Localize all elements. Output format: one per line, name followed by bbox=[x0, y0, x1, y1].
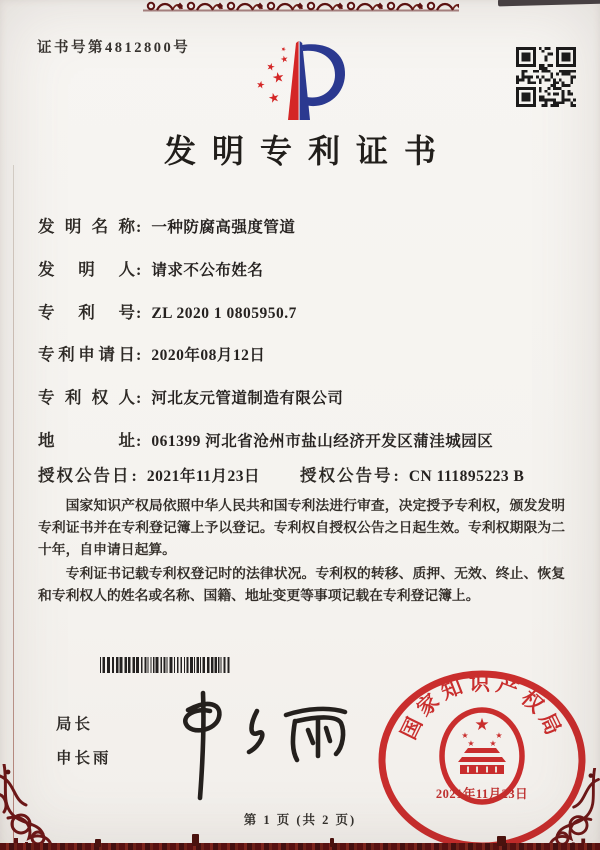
signer-title: 局长 bbox=[56, 716, 94, 733]
signature-stroke-yu-left bbox=[293, 721, 297, 760]
grant-row bbox=[38, 462, 568, 486]
body-paragraph-2: 专利证书记载专利权登记时的法律状况。专利权的转移、质押、无效、终止、恢复和专利权人的姓名或名称、国籍、地址变更等事项记载在专利登记簿上。 bbox=[38, 566, 565, 604]
field-colon: : bbox=[136, 219, 142, 236]
logo-star-icon: ★ bbox=[255, 79, 266, 92]
field-row-invention-name bbox=[38, 213, 568, 237]
photo-edge-strip bbox=[498, 0, 600, 6]
corner-ornament-right bbox=[492, 768, 600, 850]
logo-star-icon: ★ bbox=[279, 45, 288, 54]
logo-star-icon: ★ bbox=[279, 54, 290, 66]
field-row-filing-date bbox=[38, 341, 568, 365]
emblem-small-star-icon: ★ bbox=[467, 739, 475, 748]
field-label: 专利号 bbox=[38, 303, 135, 322]
legal-body-text bbox=[38, 495, 565, 609]
field-colon: : bbox=[136, 305, 142, 322]
emblem-small-star-icon: ★ bbox=[489, 739, 497, 748]
director-signature bbox=[158, 686, 363, 804]
qr-code bbox=[516, 47, 576, 107]
top-border-ornament bbox=[143, 0, 459, 12]
field-colon: : bbox=[136, 262, 142, 279]
seal-org-text: 国家知识产权局 bbox=[396, 670, 568, 744]
signature-stroke-yu-top bbox=[286, 709, 345, 715]
field-value: 061399 河北省沧州市盐山经济开发区蒲洼城园区 bbox=[151, 433, 494, 450]
emblem-gate-roof-upper bbox=[464, 748, 500, 753]
field-colon: : bbox=[131, 468, 137, 485]
signer-name: 申长雨 bbox=[56, 750, 112, 767]
cnipa-logo bbox=[249, 38, 351, 126]
grant-number-value: CN 111895223 B bbox=[408, 468, 525, 485]
field-value: 一种防腐高强度管道 bbox=[151, 219, 296, 236]
logo-stars bbox=[255, 45, 290, 107]
bottom-ornament-mark bbox=[95, 839, 101, 847]
page-crease-line bbox=[13, 165, 14, 850]
emblem-small-star-icon: ★ bbox=[495, 731, 503, 740]
field-value: 请求不公布姓名 bbox=[151, 262, 264, 279]
field-row-inventor bbox=[38, 256, 568, 280]
bottom-ornament-mark bbox=[497, 836, 506, 846]
field-row-patent-number bbox=[38, 299, 568, 323]
field-colon: : bbox=[136, 390, 142, 407]
signature-stroke-yu-dot1 bbox=[308, 730, 313, 743]
seal-date: 2021年11月23日 bbox=[435, 787, 529, 801]
bottom-ornament-mark bbox=[330, 838, 334, 847]
corner-ornament-left bbox=[0, 764, 110, 850]
field-label: 地址 bbox=[38, 431, 135, 450]
field-label: 发明人 bbox=[38, 260, 135, 279]
signature-stroke-yu-dot2 bbox=[326, 728, 330, 741]
field-value: 河北友元管道制造有限公司 bbox=[151, 390, 344, 407]
field-label: 发明名称 bbox=[38, 217, 135, 236]
signature-stroke-chang bbox=[249, 711, 262, 752]
certificate-number: 证书号第4812800号 bbox=[37, 40, 191, 56]
grant-number-label: 授权公告号 bbox=[300, 466, 393, 485]
field-row-patentee bbox=[38, 384, 568, 408]
bottom-ornament-mark bbox=[192, 834, 199, 846]
grant-date-value: 2021年11月23日 bbox=[146, 468, 260, 485]
grant-number-group bbox=[300, 462, 524, 486]
bottom-border-ornament bbox=[0, 843, 600, 850]
field-value: 2020年08月12日 bbox=[151, 347, 266, 364]
field-colon: : bbox=[393, 468, 399, 485]
logo-star-icon: ★ bbox=[270, 69, 286, 88]
logo-star-icon: ★ bbox=[264, 61, 277, 74]
emblem-big-star-icon: ★ bbox=[474, 715, 490, 735]
field-value: ZL 2020 1 0805950.7 bbox=[151, 305, 297, 322]
field-colon: : bbox=[136, 347, 142, 364]
barcode bbox=[100, 657, 232, 673]
field-label: 专利申请日 bbox=[38, 345, 135, 364]
field-colon: : bbox=[136, 433, 142, 450]
page-number: 第 1 页 (共 2 页) bbox=[243, 813, 357, 827]
certificate-title: 发明专利证书 bbox=[163, 133, 452, 169]
logo-star-icon: ★ bbox=[266, 89, 282, 108]
field-label: 专利权人 bbox=[38, 388, 135, 407]
top-border-pattern bbox=[143, 0, 459, 12]
grant-date-label: 授权公告日 bbox=[38, 466, 131, 485]
logo-blue-wedge bbox=[300, 41, 310, 120]
logo-red-wedge bbox=[288, 41, 299, 120]
barcode-bars bbox=[100, 657, 230, 673]
emblem-small-star-icon: ★ bbox=[461, 731, 469, 740]
field-row-address bbox=[38, 427, 568, 451]
body-paragraph-1: 国家知识产权局依照中华人民共和国专利法进行审查，决定授予专利权，颁发发明专利证书并在专利登记簿上予以登记。专利权自授权公告之日起生效。专利权期限为二十年，自申请日起算。 bbox=[38, 498, 565, 558]
emblem-gate-roof-lower bbox=[458, 757, 506, 762]
logo-blue-p-bowl bbox=[302, 44, 345, 106]
